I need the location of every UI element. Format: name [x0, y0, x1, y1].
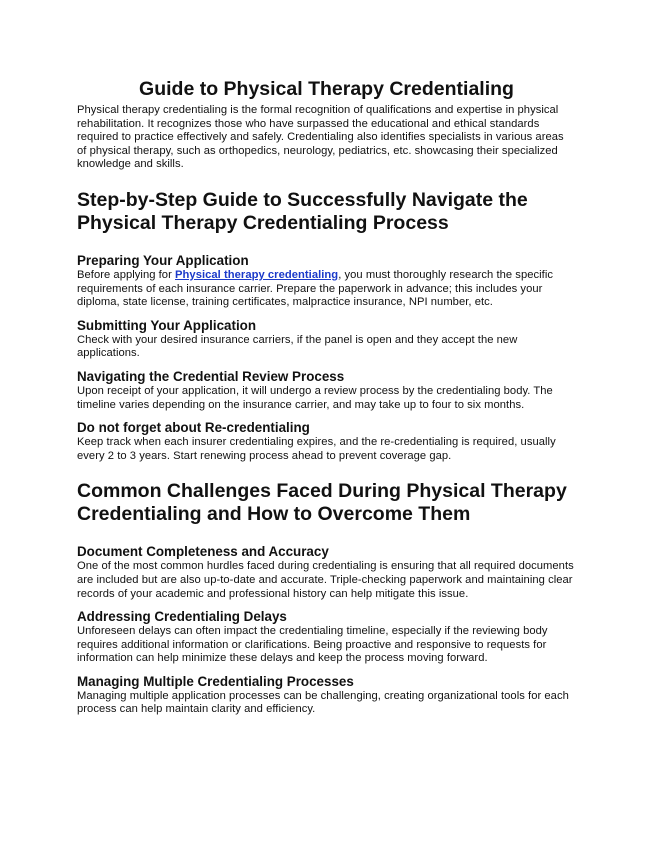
section-heading: Submitting Your Application: [77, 317, 257, 333]
section-multiple-processes: [77, 674, 576, 717]
spacer: [77, 526, 576, 544]
section-text: Unforeseen delays can often impact the credentialing timeline, especially if the reviewing body requires additional information or clarifications. Being proactive and responsive to requests for information can help minimize these delays and keep the process moving forward.: [77, 625, 548, 665]
section-re-credentialing: [77, 420, 576, 463]
section-heading: Do not forget about Re-credentialing: [77, 420, 310, 436]
section-heading: Navigating the Credential Review Process: [77, 368, 345, 384]
page-title: Guide to Physical Therapy Credentialing: [139, 78, 514, 100]
section-heading: Preparing Your Application: [77, 252, 249, 268]
section-text: Keep track when each insurer credentialing expires, and the re-credentialing is required, usually every 2 to 3 years. Start renewing process ahead to prevent coverage gap.: [77, 436, 556, 462]
section-heading: Managing Multiple Credentialing Processes: [77, 673, 354, 689]
challenges-heading: Common Challenges Faced During Physical Therapy Credentialing and How to Overcome Them: [77, 480, 567, 526]
intro-paragraph: Physical therapy credentialing is the formal recognition of qualifications and expertise in physical rehabilitation. It recognizes those who have surpassed the educational and ethical standards required to practice effectively and safely. Credentialing also identifies specialists in various areas of physical therapy, such as orthopedics, neurology, pediatrics, etc. showcasing their specialized knowledge and skills.: [77, 104, 564, 171]
section-document-completeness: [77, 544, 576, 601]
credentialing-link[interactable]: Physical therapy credentialing: [175, 268, 339, 281]
section-text: Check with your desired insurance carriers, if the panel is open and they accept the new applications.: [77, 333, 518, 360]
section-text: Managing multiple application processes can be challenging, creating organizational tools for each process can help maintain clarity and efficiency.: [77, 689, 569, 716]
section-text: Upon receipt of your application, it will undergo a review process by the credentialing body. The timeline varies depending on the insurance carrier, and may take up to four to six months.: [77, 384, 553, 411]
section-submitting-application: [77, 318, 576, 361]
section-preparing-application: [77, 253, 576, 310]
guide-heading: Step-by-Step Guide to Successfully Navigate the Physical Therapy Credentialing Process: [77, 188, 528, 234]
spacer: [77, 235, 576, 253]
section-heading: Addressing Credentialing Delays: [77, 609, 287, 625]
text-before-link: Before applying for: [77, 268, 176, 281]
section-text: [77, 269, 576, 310]
section-heading: Document Completeness and Accuracy: [77, 544, 329, 560]
text-after-link: , you must thoroughly research the specific requirements of each insurance carrier. Prepare the paperwork in advance; this includes your diploma, state license, training certificates, malpractice insurance, NPI number, etc.: [77, 268, 554, 309]
section-credentialing-delays: [77, 609, 576, 666]
section-review-process: [77, 369, 576, 412]
section-text: One of the most common hurdles faced during credentialing is ensuring that all required documents are included but are also up-to-date and accurate. Triple-checking paperwork and maintaining clear records of your academic and professional history can help mitigate this issue.: [77, 560, 574, 600]
